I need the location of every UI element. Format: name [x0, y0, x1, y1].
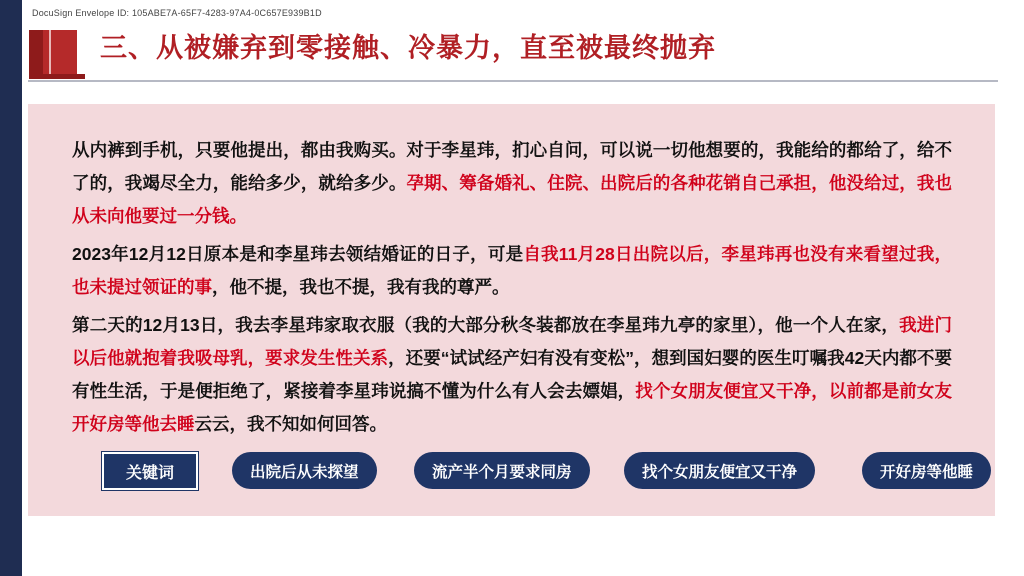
- keyword-pill-3[interactable]: 找个女朋友便宜又干净: [624, 452, 815, 489]
- text-run: ，他不提，我也不提，我有我的尊严。: [212, 277, 510, 297]
- keyword-row: [72, 452, 974, 490]
- keyword-pill-4[interactable]: 开好房等他睡: [862, 452, 991, 489]
- paragraph-container: [72, 134, 952, 441]
- title-row: [22, 26, 1002, 80]
- book-icon: [29, 30, 85, 74]
- content-panel: [28, 104, 995, 516]
- paragraph-3: [72, 309, 952, 441]
- text-run-highlight: 自我11月28日出院以后，李星玮再也没有来看望过我，也未提过领证的事: [72, 244, 952, 297]
- left-accent-bar: [0, 0, 22, 576]
- title-divider: [28, 80, 998, 82]
- text-run: 从内裤到手机，只要他提出，都由我购买。对于李星玮，扪心自问，可以说一切他想要的，我能给的都给了，给不了的，我竭尽全力，能给多少，就给多少。: [72, 140, 952, 193]
- text-run: ，还要“试试经产妇有没有变松”，想到国妇婴的医生叮嘱我42天内都不要有性生活，于是便拒绝了，紧接着李星玮说搞不懂为什么有人会去嫖娼，: [72, 348, 952, 401]
- text-run: 2023年12月12日原本是和李星玮去领结婚证的日子，可是: [72, 244, 524, 264]
- paragraph-2: [72, 238, 952, 304]
- page-title: 三、从被嫌弃到零接触、冷暴力，直至被最终抛弃: [100, 33, 716, 63]
- keyword-label: 关键词: [102, 452, 198, 490]
- text-run-highlight: 找个女朋友便宜又干净，以前都是前女友开好房等他去睡: [72, 381, 952, 434]
- text-run-highlight: 我进门以后他就抱着我吸母乳，要求发生性关系: [72, 315, 952, 368]
- docusign-envelope-id: DocuSign Envelope ID: 105ABE7A-65F7-4283-97A4-0C657E939B1D: [32, 8, 322, 18]
- text-run-highlight: 孕期、筹备婚礼、住院、出院后的各种花销自己承担，他没给过，我也从未向他要过一分钱。: [72, 173, 952, 226]
- text-run: 第二天的12月13日，我去李星玮家取衣服（我的大部分秋冬装都放在李星玮九亭的家里），他一个人在家，: [72, 315, 900, 335]
- keyword-pill-2[interactable]: 流产半个月要求同房: [414, 452, 590, 489]
- text-run: 云云，我不知如何回答。: [194, 414, 387, 434]
- paragraph-1: [72, 134, 952, 233]
- keyword-pill-1[interactable]: 出院后从未探望: [232, 452, 377, 489]
